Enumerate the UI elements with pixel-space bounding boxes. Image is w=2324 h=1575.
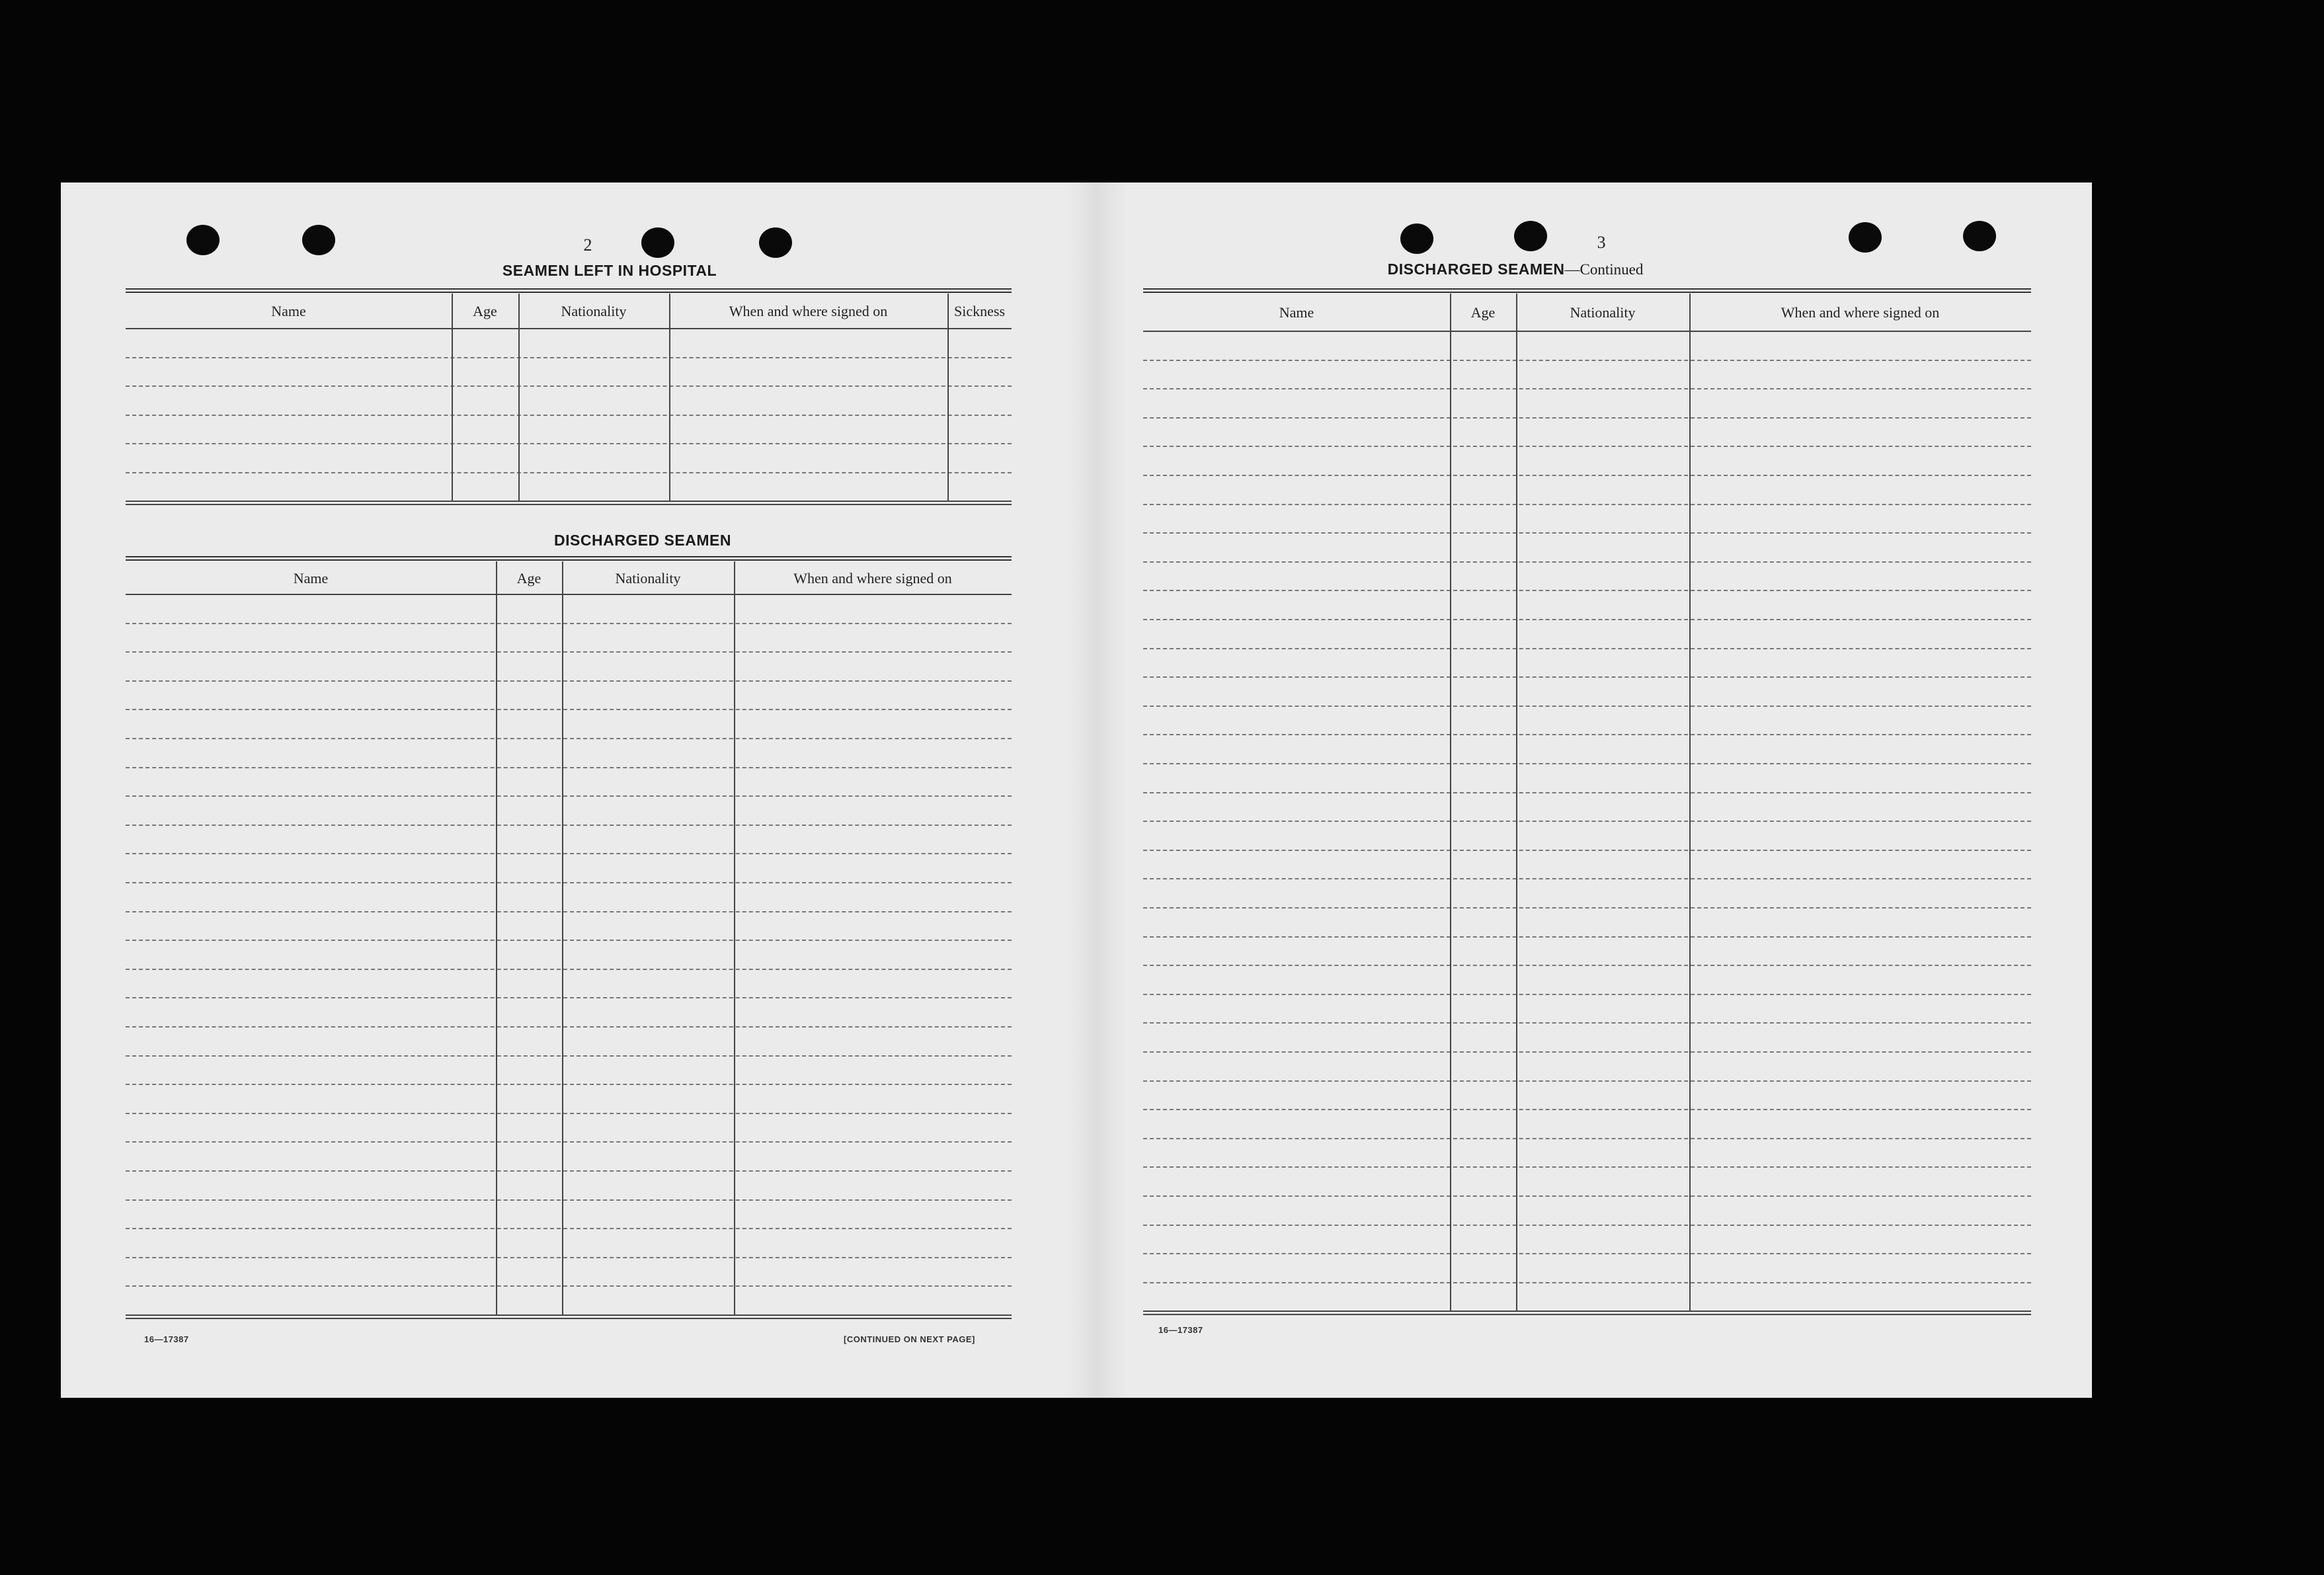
column-divider: [518, 294, 520, 501]
table-row: [126, 853, 1012, 854]
page-number-left: 2: [583, 235, 592, 255]
table-row: [1143, 417, 2031, 419]
header-rule: [126, 328, 1012, 329]
column-header-nationality: Nationality: [1570, 304, 1636, 321]
punch-hole: [1849, 222, 1882, 253]
table-bottom-rule: [126, 1314, 1012, 1316]
table-top-rule: [126, 556, 1012, 561]
column-divider: [669, 294, 670, 501]
column-header-nationality: Nationality: [615, 569, 681, 586]
hospital-table-title: SEAMEN LEFT IN HOSPITAL: [502, 262, 717, 279]
form-number-left: 16—17387: [144, 1334, 189, 1344]
punch-hole: [641, 227, 674, 258]
page-gutter: [1067, 182, 1127, 1398]
discharged-table-right: [1143, 288, 2031, 1320]
table-row: [1143, 561, 2031, 563]
table-row: [1143, 1253, 2031, 1254]
table-bottom-rule: [126, 501, 1012, 502]
table-row: [126, 1257, 1012, 1258]
table-row: [126, 443, 1012, 444]
table-row: [1143, 994, 2031, 995]
column-header-age: Age: [1470, 304, 1496, 321]
table-row: [126, 680, 1012, 682]
table-top-rule: [1143, 288, 2031, 293]
punch-hole: [302, 225, 335, 255]
punch-hole: [1963, 221, 1996, 251]
form-number-right: 16—17387: [1158, 1325, 1203, 1335]
column-divider: [1450, 294, 1451, 1311]
table-row: [1143, 532, 2031, 534]
table-row: [126, 738, 1012, 739]
table-bottom-rule: [1143, 1311, 2031, 1312]
column-divider: [562, 561, 563, 1314]
table-bottom-rule: [126, 504, 1012, 505]
table-row: [126, 472, 1012, 473]
table-row: [126, 1026, 1012, 1028]
punch-hole: [1514, 221, 1547, 251]
table-row: [1143, 676, 2031, 678]
table-row: [1143, 878, 2031, 879]
table-row: [126, 825, 1012, 826]
table-row: [1143, 792, 2031, 793]
table-row: [126, 1113, 1012, 1114]
table-row: [126, 767, 1012, 768]
table-row: [1143, 1166, 2031, 1168]
table-row: [1143, 1051, 2031, 1053]
header-rule: [1143, 331, 2031, 332]
table-row: [1143, 936, 2031, 938]
table-row: [126, 415, 1012, 416]
header-rule: [126, 594, 1012, 595]
table-row: [126, 709, 1012, 710]
table-row: [1143, 734, 2031, 735]
punch-hole: [1400, 223, 1433, 254]
table-row: [126, 1170, 1012, 1172]
table-row: [1143, 850, 2031, 851]
table-row: [126, 651, 1012, 653]
table-row: [1143, 1109, 2031, 1110]
table-row: [1143, 706, 2031, 707]
hospital-table: [126, 288, 1012, 513]
table-row: [126, 997, 1012, 998]
table-row: [1143, 1195, 2031, 1197]
column-header-name: Name: [293, 569, 329, 586]
table-row: [126, 795, 1012, 797]
table-row: [126, 357, 1012, 358]
table-row: [1143, 1022, 2031, 1024]
column-divider: [1516, 294, 1517, 1311]
table-row: [1143, 1138, 2031, 1139]
table-row: [126, 1199, 1012, 1201]
punch-hole: [186, 225, 220, 255]
table-row: [1143, 504, 2031, 505]
column-divider: [734, 561, 735, 1314]
title-suffix: —Continued: [1564, 261, 1644, 278]
punch-hole: [759, 227, 792, 258]
table-row: [126, 1084, 1012, 1085]
table-row: [1143, 907, 2031, 909]
table-row: [126, 1285, 1012, 1287]
column-header-when-and-where-signed-on: When and where signed on: [1781, 304, 1940, 321]
column-divider: [947, 294, 949, 501]
table-row: [126, 1055, 1012, 1057]
table-top-rule: [126, 288, 1012, 293]
column-header-age: Age: [473, 303, 497, 319]
column-header-when-and-where-signed-on: When and where signed on: [793, 569, 952, 586]
table-row: [126, 911, 1012, 912]
column-header-name: Name: [1279, 304, 1314, 321]
table-row: [1143, 648, 2031, 649]
table-bottom-rule: [1143, 1314, 2031, 1315]
column-header-when-and-where-signed-on: When and where signed on: [729, 303, 888, 319]
page-number-right: 3: [1597, 233, 1606, 252]
table-row: [1143, 763, 2031, 764]
table-row: [1143, 475, 2031, 476]
table-row: [1143, 1282, 2031, 1283]
title-main: DISCHARGED SEAMEN: [1387, 261, 1565, 278]
table-row: [126, 940, 1012, 941]
table-row: [126, 623, 1012, 624]
table-row: [126, 969, 1012, 970]
column-header-name: Name: [271, 303, 306, 319]
table-row: [1143, 388, 2031, 389]
discharged-table-title: DISCHARGED SEAMEN: [554, 532, 731, 549]
column-header-sickness: Sickness: [954, 303, 1005, 319]
manifest-sheet: [61, 182, 2092, 1398]
table-row: [1143, 821, 2031, 822]
discharged-table-left: [126, 556, 1012, 1300]
table-row: [126, 882, 1012, 883]
table-row: [1143, 360, 2031, 361]
discharged-continued-title: [1277, 261, 1753, 278]
table-row: [126, 385, 1012, 387]
column-divider: [452, 294, 453, 501]
table-bottom-rule: [126, 1318, 1012, 1319]
column-divider: [496, 561, 497, 1314]
table-row: [126, 1228, 1012, 1229]
table-row: [1143, 1080, 2031, 1082]
table-row: [1143, 619, 2031, 620]
table-row: [1143, 1225, 2031, 1226]
column-header-nationality: Nationality: [561, 303, 627, 319]
table-row: [1143, 446, 2031, 447]
table-row: [126, 1141, 1012, 1143]
table-row: [1143, 590, 2031, 591]
column-header-age: Age: [516, 569, 541, 586]
table-row: [1143, 965, 2031, 966]
column-divider: [1689, 294, 1691, 1311]
continued-note: [CONTINUED ON NEXT PAGE]: [844, 1334, 975, 1344]
